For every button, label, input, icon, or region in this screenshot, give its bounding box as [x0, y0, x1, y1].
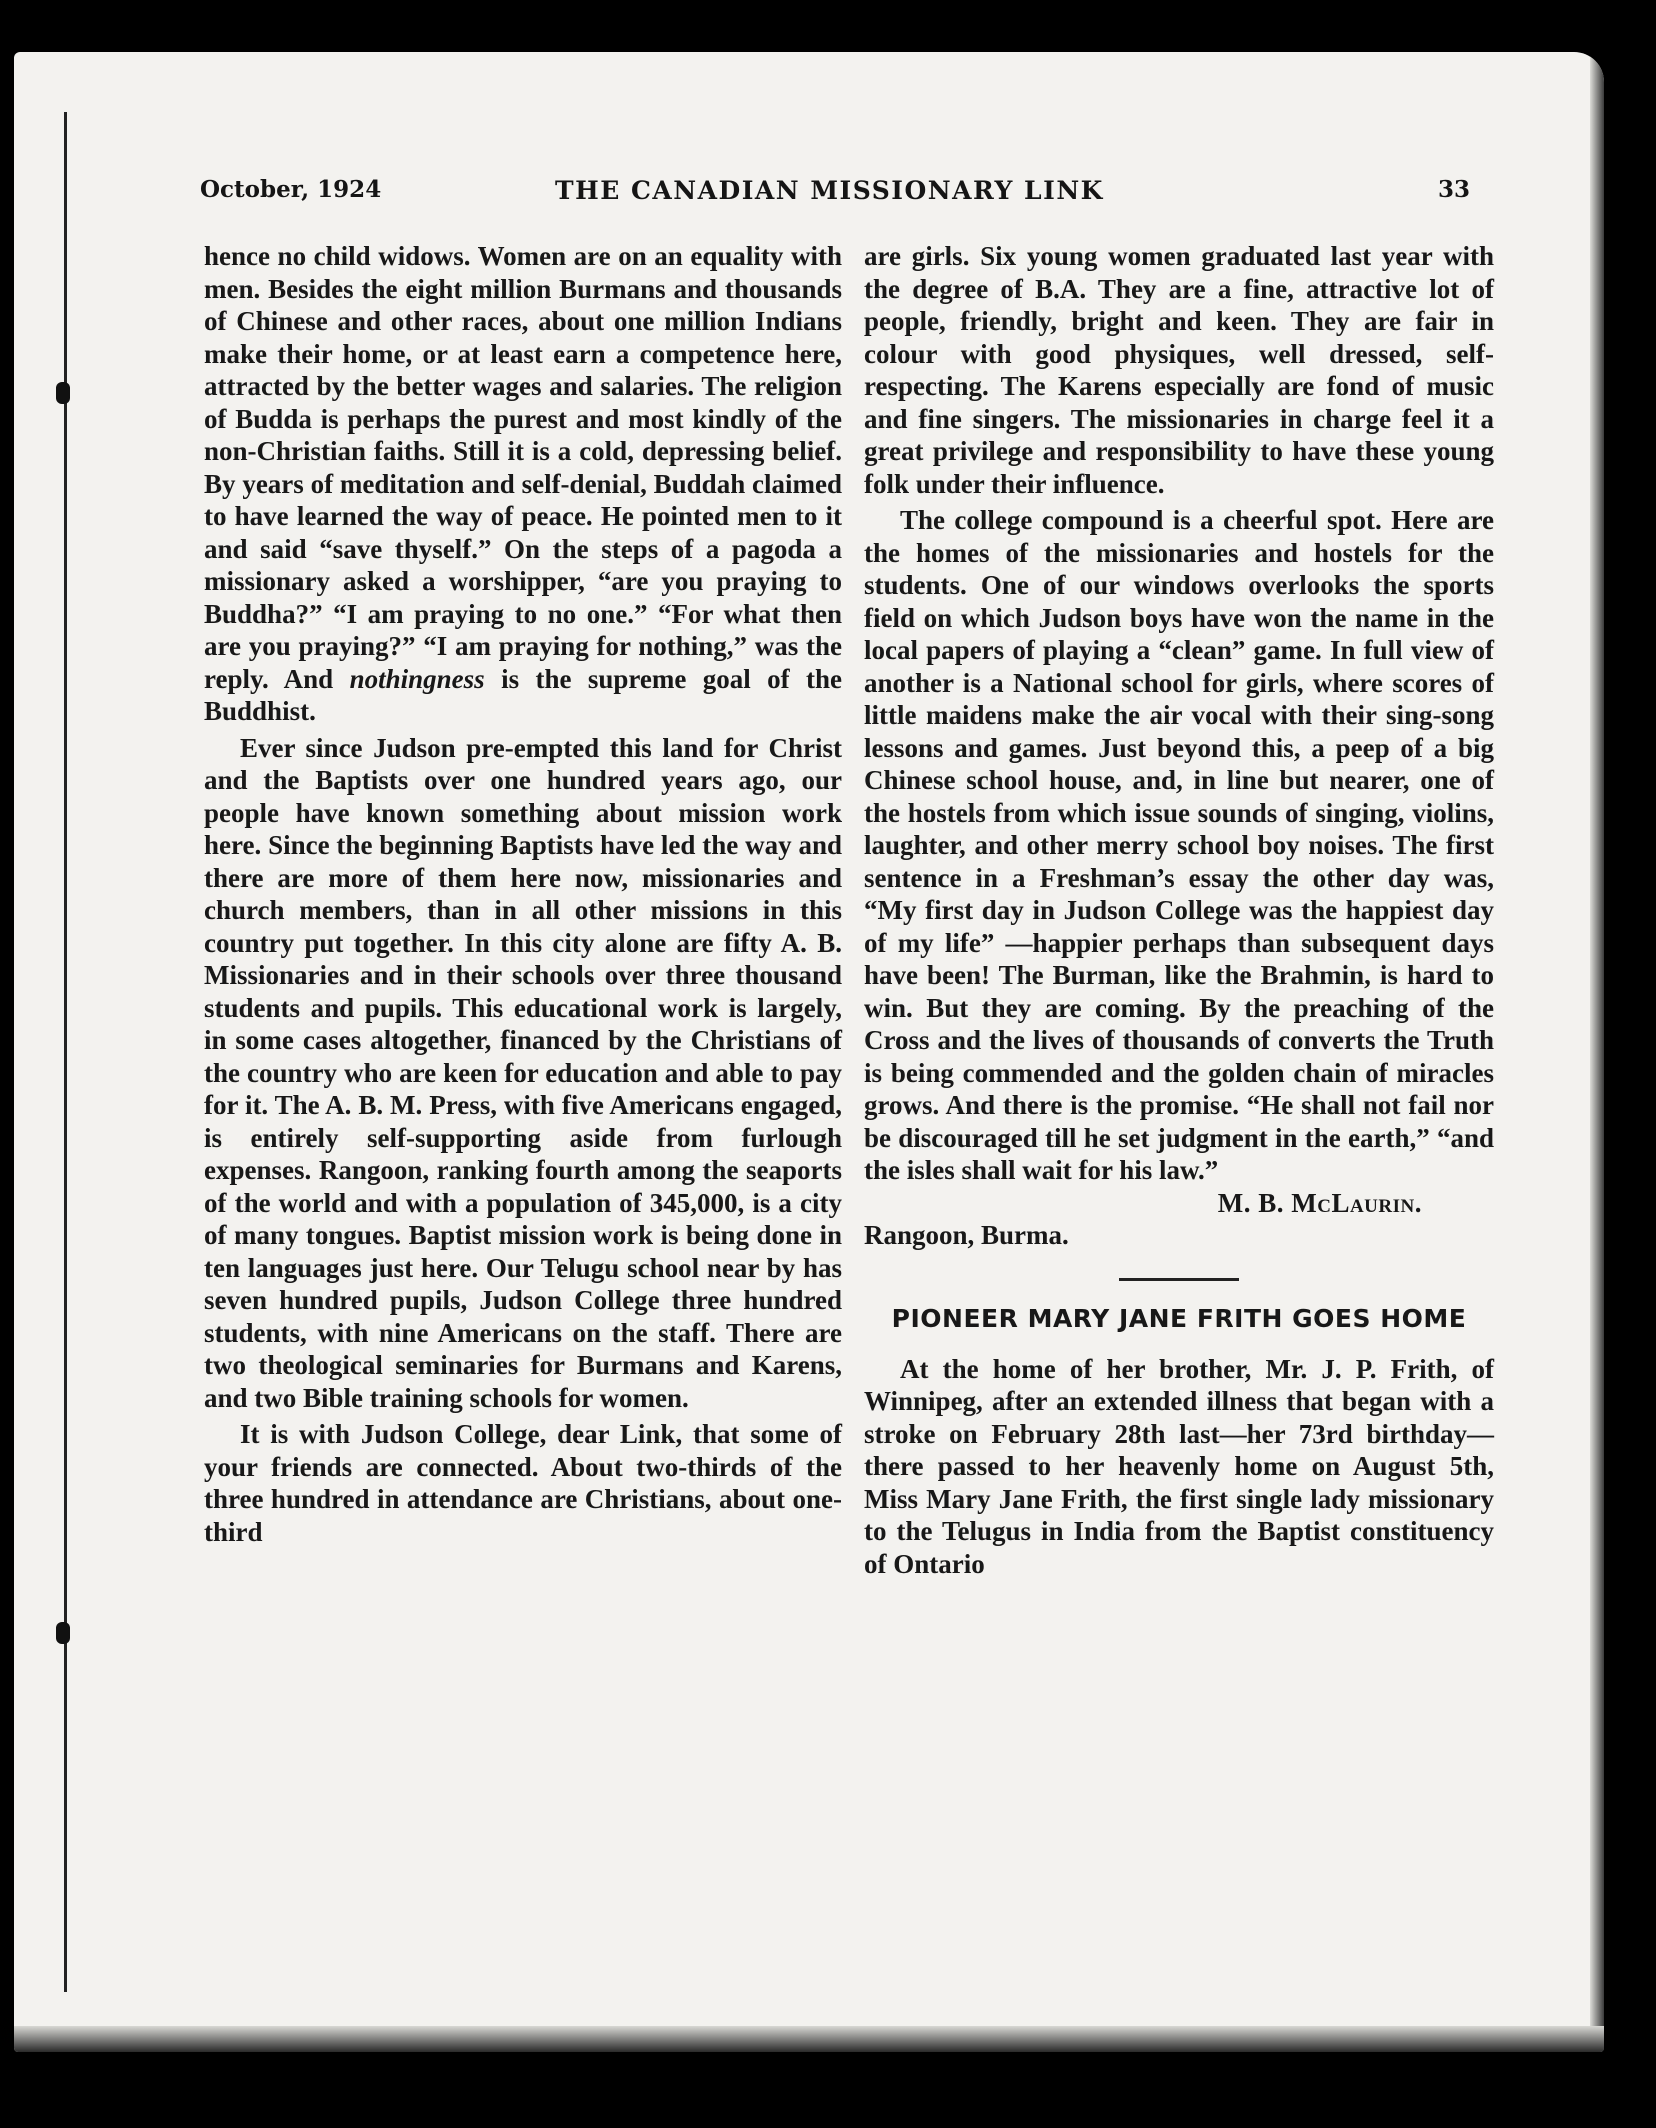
left-column	[204, 240, 842, 1548]
right-column	[864, 240, 1494, 1580]
issue-date: October, 1924	[200, 176, 382, 203]
running-header	[200, 176, 1470, 216]
emphasis: nothingness	[349, 663, 485, 694]
text-run: is the supreme goal of the Buddhist.	[204, 663, 842, 726]
text-run: hence no child widows. Women are on an equality with men. Besides the eight million Burmans and thousands of Chinese and other races, about one million Indians make their home, or at least earn a competence here, attracted by the better wages and salaries. The religion of Budda is perhaps the purest and most kindly of the non-Christian faiths. Still it is a cold, depressing belief. By years of meditation and self-denial, Buddah claimed to have learned the way of peace. He pointed men to it and said “save thyself.” On the steps of a pagoda a missionary asked a worshipper, “are you praying to Buddha?” “I am praying to no one.” “For what then are you praying?” “I am praying for nothing,” was the reply. And	[204, 241, 842, 694]
binding-hole-top	[56, 382, 70, 404]
binding-hole-bottom	[56, 1622, 70, 1644]
paragraph: The college compound is a cheerful spot. Here are the homes of the missionaries and hostels for the students. One of our windows overlooks the sports field on which Judson boys have won the name in the local papers of playing a “clean” game. In full view of another is a National school for girls, where scores of little maidens make the air vocal with their sing-song lessons and games. Just beyond this, a peep of a big Chinese school house, and, in line but nearer, one of the hostels from which issue sounds of singing, violins, laughter, and other merry school boy noises. The first sentence in a Freshman’s essay the other day was, “My first day in Judson College was the happiest day of my life” —happier perhaps than subsequent days have been! The Burman, like the Brahmin, is hard to win. But they are coming. By the preaching of the Cross and the lives of thousands of converts the Truth is being commended and the golden chain of miracles grows. And there is the promise. “He shall not fail nor be discouraged till he set judgment in the earth,” “and the isles shall wait for his law.”	[864, 505, 1494, 1185]
section-divider	[1119, 1278, 1239, 1281]
author-signature: M. B. McLaurin.	[1217, 1187, 1422, 1218]
article-headline: PIONEER MARY JANE FRITH GOES HOME	[891, 1303, 1467, 1333]
paragraph	[204, 240, 842, 728]
dateline-place: Rangoon, Burma.	[864, 1220, 1069, 1250]
paragraph: At the home of her brother, Mr. J. P. Frith, of Winnipeg, after an extended illness that began with a stroke on February 28th last—her 73rd birthday—there passed to her heavenly home on August 5th, Miss Mary Jane Frith, the first single lady missionary to the Telugus in India from the Baptist constituency of Ontario	[864, 1353, 1494, 1579]
page-edge-right	[1590, 52, 1604, 2052]
paragraph: Ever since Judson pre-empted this land for Christ and the Baptists over one hundred years ago, our people have known something about mission work here. Since the beginning Baptists have led the way and there are more of them here now, missionaries and church members, than in all other missions in this country put together. In this city alone are fifty A. B. Missionaries and in their schools over three thousand students and pupils. This educational work is largely, in some cases altogether, financed by the Christians of the country who are keen for education and able to pay for it. The A. B. M. Press, with five Americans engaged, is entirely self-supporting aside from furlough expenses. Rangoon, ranking fourth among the seaports of the world and with a population of 345,000, is a city of many tongues. Baptist mission work is being done in ten languages just here. Our Telugu school near by has seven hundred pupils, Judson College three hundred students, with nine Americans on the staff. There are two theological seminaries for Burmans and Karens, and two Bible training schools for women.	[204, 732, 842, 1413]
page-edge-bottom	[14, 2026, 1604, 2052]
paragraph: are girls. Six young women graduated last year with the degree of B.A. They are a fine, attractive lot of people, friendly, bright and keen. They are fair in colour with good physiques, well dressed, self-respecting. The Karens especially are fond of music and fine singers. The missionaries in charge feel it a great privilege and responsibility to have these young folk under their influence.	[864, 241, 1494, 499]
paragraph: It is with Judson College, dear Link, that some of your friends are connected. About two-thirds of the three hundred in attendance are Christians, about one-third	[204, 1419, 842, 1547]
page-number: 33	[1437, 176, 1470, 203]
publication-title: THE CANADIAN MISSIONARY LINK	[555, 176, 1104, 205]
